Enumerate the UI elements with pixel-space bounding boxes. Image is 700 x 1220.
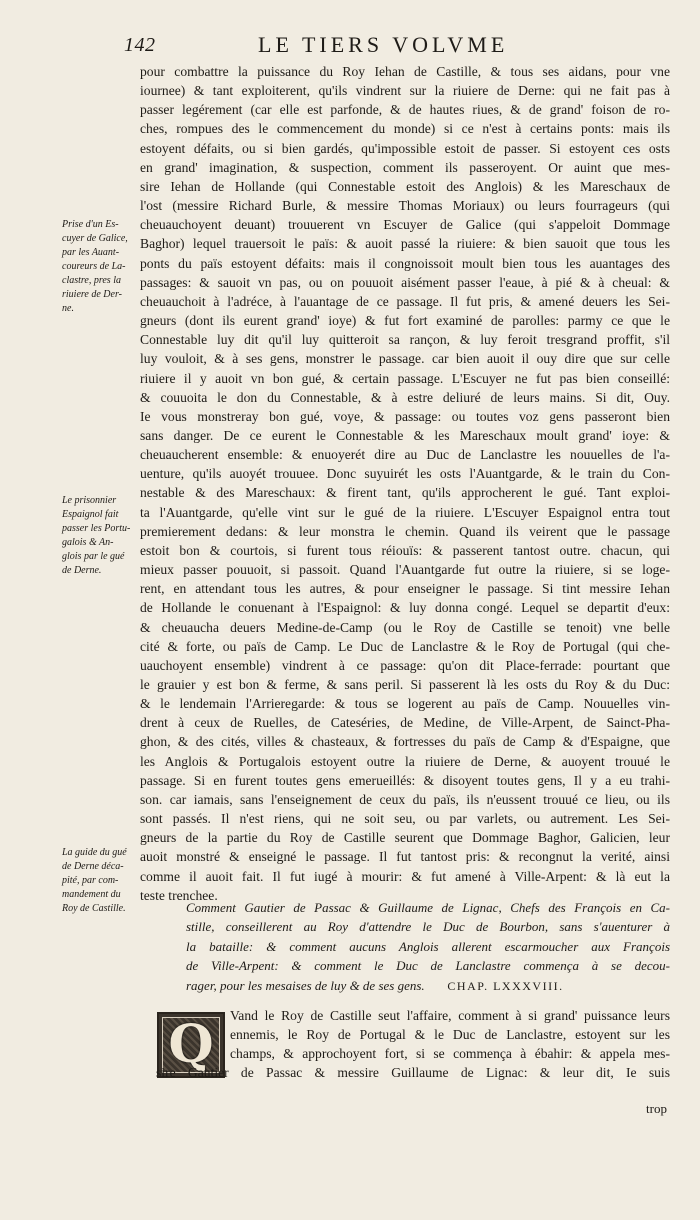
text-line: l'ost (messire Richard Burle, & messire Thomas Moriaux) ou leurs fourrageurs (qui xyxy=(140,198,670,214)
text-line: champs, & approchoyent fort, si se commença à ébahir: & appela mes- xyxy=(230,1046,670,1062)
text-line: gneurs de la partie du Roy de Castille seurent que Dommage Baghor, Galicien, leur xyxy=(140,830,670,846)
text-line: passages: & sauoit vn pas, ou on pouuoit aisément passer l'eaue, à pié & à cheual: & xyxy=(140,274,670,290)
text-line: Ie vous monstreray bon gué, voye, & passage: ou toutes voz gens passeront bien xyxy=(140,408,670,424)
text-line: passage. Si en furent toutes gens emerueillés: & disoyent toutes gens, Il y a eu trahi- xyxy=(140,772,670,788)
summary-line: la bataille: & comment aucuns Anglois allerent escarmoucher aux François xyxy=(186,938,670,954)
text-line: sans danger. De ce eurent le Connestable & les Mareschaux moult grand' ioye: & xyxy=(140,427,670,443)
marginal-note-3 xyxy=(62,846,148,916)
marginal-line: galois & An- xyxy=(62,537,114,548)
chapter-label: CHAP. LXXXVIII. xyxy=(447,978,564,993)
marginal-line: coureurs de La- xyxy=(62,261,126,272)
text-line: son. car iamais, sans l'enseignement de ceux du païs, ils n'eussent trouué ce lieu, ou ils xyxy=(140,791,670,807)
text-line: riuiere il y auoit vn bon gué, & certain passage. L'Escuyer ne fut pas bien conseillé: xyxy=(140,370,670,386)
text-line: iournee) & tant exploiterent, qu'ils vindrent sur la riuiere de Derne: qui ne fait pas à xyxy=(140,83,670,99)
marginal-note-2 xyxy=(62,494,148,578)
marginal-line: par les Auant- xyxy=(62,247,120,258)
marginal-line: glois par le gué xyxy=(62,551,125,562)
text-line: mieux passer pouuoit, si passoit. Quand l'Auantgarde fut outre la riuiere, si se loge- xyxy=(140,562,670,578)
text-line: ennemis, le Roy de Portugal & le Duc de Lanclastre, estoyent sur les xyxy=(230,1027,670,1043)
summary-line-text: rager, pour les mesaises de luy & de ses gens. xyxy=(186,977,425,993)
text-line: ponts du païs estoyent défaits: mais il congnoissoit moult bien tous les auantages des xyxy=(140,255,670,271)
text-line: uenture, qu'ils auoyét trouuee. Donc suyuirét les osts l'Auantgarde, & le train du Con- xyxy=(140,466,670,482)
text-line: teste trenchee. xyxy=(140,887,218,903)
text-line: le grauier y est bon & ferme, & sans peril. Si passerent là les osts du Roy & du Duc: xyxy=(140,677,670,692)
summary-line: stille, conseillerent au Roy d'attendre le Duc de Bourbon, sans s'auenturer à xyxy=(186,919,670,935)
marginal-line: clastre, pres la xyxy=(62,275,121,286)
marginal-line: pité, par com- xyxy=(62,875,119,886)
marginal-line: Le prisonnier xyxy=(62,495,117,506)
text-line: Baghor) lequel trauersoit le païs: & auoit passé la riuiere: & bien sauoit que tous les xyxy=(140,236,670,252)
summary-line xyxy=(186,976,670,996)
summary-line: Comment Gautier de Passac & Guillaume de Lignac, Chefs des François en Ca- xyxy=(186,900,670,915)
text-line: en grand' imagination, & suspection, comment ils passeroyent. Or auint que mes- xyxy=(140,159,670,175)
marginal-line: Espaignol fait xyxy=(62,509,119,520)
folio-number: 142 xyxy=(124,34,156,56)
marginal-line: Prise d'un Es- xyxy=(62,219,119,230)
text-line: luy vouloit, & à ses gens, monstrer le passage. car bien auoit il ouy dire que sur celle xyxy=(140,351,670,367)
text-line: Connestable luy dit qu'il luy quitteroit sa rançon, & luy feroit tresgrand proffit, s'il xyxy=(140,332,670,348)
marginal-line: La guide du gué xyxy=(62,847,127,858)
text-line: sire Iehan de Hollande (qui Connestable estoit des Anglois) & les Mareschaux de xyxy=(140,178,670,194)
catchword: trop xyxy=(646,1101,667,1116)
text-line: cheuauchoit à l'adréce, à l'auantage de ce passage. Il fut pris, & amené deuers les Sei- xyxy=(140,293,670,309)
marginal-line: ne. xyxy=(62,303,74,314)
text-line: gneurs (dont ils eurent grand' ioye) & fut fort examiné de parolles: parmy ce que le xyxy=(140,313,670,329)
marginal-line: mandement du xyxy=(62,889,121,900)
text-line: cheuauchoyent deuant) trouuerent vn Escuyer de Galice (qui s'appeloit Dommage xyxy=(140,217,670,233)
text-line: les Anglois & Portugalois estoyent outre la riuiere de Derne, & auoyent trouué le xyxy=(140,753,670,769)
text-line: ghon, & des cités, villes & chasteaux, & fortresses du païs de Camp & d'Espaigne, que xyxy=(140,734,670,750)
text-line: & le lendemain l'Arrieregarde: & tous se logerent au païs de Camp. Nouuelles vin- xyxy=(140,696,670,712)
text-line: pour combattre la puissance du Roy Iehan de Castille, & tous ses aidans, pour vne xyxy=(140,64,670,79)
marginal-note-1 xyxy=(62,218,148,316)
text-line: ta l'Auantgarde, qu'elle vint sur le gué de la riuiere. L'Escuyer Espaignol entra tout xyxy=(140,504,670,520)
text-line: sire Gautier de Passac & messire Guillaume de Lignac: & leur dit, Ie suis xyxy=(156,1065,670,1081)
text-line: & cheuaucha deuers Medine-de-Camp (ou le Roy de Castille se tenoit) vne belle xyxy=(140,619,670,635)
text-line: auoit monstré & enseigné le passage. Il fut tantost pris: & recongnut la verité, ainsi xyxy=(140,849,670,865)
text-line: estoyent défaits, ou si bien gardés, qu'impossible estoit de passer. Si estoyent ces osts xyxy=(140,140,670,156)
marginal-line: de Derne déca- xyxy=(62,861,124,872)
text-line: sont passés. Il n'est riens, qui ne soit seu, ou par varlets, ou autrement. Les Sei- xyxy=(140,811,670,827)
text-line: Vand le Roy de Castille seut l'affaire, comment à si grand' puissance leurs xyxy=(230,1008,670,1023)
text-line: nestable & des Mareschaux: & firent tant, qu'ils approcherent le gué. Tant exploi- xyxy=(140,485,670,501)
text-line: premierement dedans: & leur monstra le chemin. Quand ils veirent que le passage xyxy=(140,523,670,539)
initial-letter: Q xyxy=(168,1014,214,1075)
text-line: ches, rompues des le commencement du monde) si ce n'est à certains ponts: mais ils xyxy=(140,121,670,137)
marginal-line: cuyer de Galice, xyxy=(62,233,128,244)
text-line: rent, en attendant tous les autres, & pour enseigner le passage. Si tint messire Iehan xyxy=(140,581,670,597)
summary-line: de Ville-Arpent: & comment le Duc de Lanclastre commença à se decou- xyxy=(186,958,670,974)
running-title: LE TIERS VOLVME xyxy=(258,32,509,57)
marginal-line: de Derne. xyxy=(62,565,102,576)
text-line: passer legérement (car elle est parfonde, & de hautes riues, & de grand' foison de ro- xyxy=(140,102,670,118)
text-line: uauchoyent ensemble) vindrent à ce passage: qu'on dit Place-ferrade: pourtant que xyxy=(140,657,670,673)
text-line: & couuoita le don du Connestable, & à estre deliuré de leurs mains. Si dit, Ouy. xyxy=(140,389,670,405)
chapter-opening-text xyxy=(156,1006,670,1083)
text-line: de Hollande le conuenant à l'Espaignol: & luy donna congé. Lequel se departit d'eux: xyxy=(140,600,670,616)
text-line: drent à ceux de Ruelles, de Cateséries, de Medine, de Ville-Arpent, de Sainct-Pha- xyxy=(140,715,670,731)
marginal-line: passer les Portu- xyxy=(62,523,131,534)
text-line: cheuaucherent ensemble: & enuoyerét dire au Duc de Lanclastre les nouuelles de l'a- xyxy=(140,447,670,463)
chapter-summary xyxy=(186,898,670,996)
marginal-line: Roy de Castille. xyxy=(62,903,126,914)
main-text-block xyxy=(140,62,670,905)
marginal-line: riuiere de Der- xyxy=(62,289,122,300)
text-line: estoit bon & courtois, si furent tous réiouïs: & passerent tantost outre. chacun, qui xyxy=(140,542,670,558)
text-line: cité & forte, ou païs de Camp. Le Duc de Lanclastre & le Roy de Portugal (qui che- xyxy=(140,638,670,654)
text-line: comme il auoit fait. Il fut iugé à mourir: & fut amené à Ville-Arpent: & là eut la xyxy=(140,868,670,884)
